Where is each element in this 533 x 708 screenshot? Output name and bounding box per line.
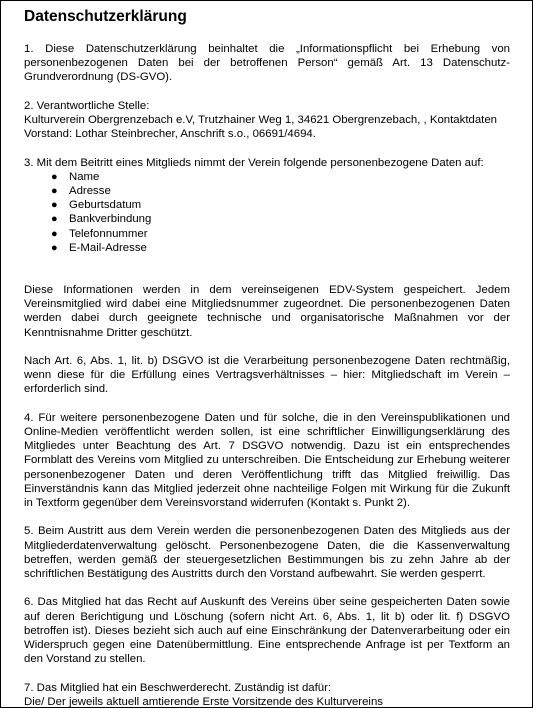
section-2-heading: 2. Verantwortliche Stelle: [24,99,150,112]
section-1-paragraph: 1. Diese Datenschutzerklärung beinhaltet die „Informationspflicht bei Erhebung von personenbezogenen Daten bei der betroffenen Person“ gemäß Art. 13 Datenschutz-Grundverordnung (DS-GVO). [24,43,510,84]
list-item-label: E-Mail-Adresse [69,241,147,254]
list-item [51,198,510,212]
section-6-paragraph: 6. Das Mitglied hat das Recht auf Auskunft des Vereins über seine gespeicherten Daten sowie auf deren Berichtigung und Löschung (sofern nicht Art. 6, Abs. 1, lit b) oder lit. f) DSGVO betroffen ist). Dieses bezieht sich auch auf eine Einschränkung der Datenverarbeitung oder ein Widerspruch gegen eine Datenübermittlung. Eine entsprechende Anfrage ist per Textform an den Vorstand zu stellen. [24,596,510,666]
list-item [51,184,510,198]
personal-data-list [24,170,510,255]
section-7-heading: 7. Das Mitglied hat ein Beschwerderecht. Zuständig ist dafür: [24,681,332,694]
bullet-icon: ● [51,199,58,212]
bullet-icon: ● [51,170,58,183]
list-item-label: Bankverbindung [69,213,152,226]
section-7-responsible: Die/ Der jeweils aktuell amtierende Erste Vorsitzende des Kulturvereins [24,695,383,708]
section-2-details: Kulturverein Obergrenzebach e.V, Trutzhainer Weg 1, 34621 Obergrenzebach, , Kontaktdaten Vorstand: Lothar Steinbrecher, Anschrift s.o., 06691/4694. [24,114,498,141]
bullet-icon: ● [51,241,58,254]
list-item [51,241,510,255]
section-5-paragraph: 5. Beim Austritt aus dem Verein werden die personenbezogenen Daten des Mitglieds aus der Mitgliederdatenverwaltung gelöscht. Personenbezogene Daten, die die Kassenverwaltung betreffen, werden gemäß der steuergesetzlichen Bestimmungen bis zu zehn Jahre ab der schriftlichen Bestätigung des Austritts durch den Vorstand aufbewahrt. Sie werden gesperrt. [24,525,510,581]
section-7-paragraph [24,681,510,708]
legal-basis-paragraph: Nach Art. 6, Abs. 1, lit. b) DSGVO ist die Verarbeitung personenbezogene Daten rechtmäßig, wenn diese für die Erfüllung eines Vertragsverhältnisses – hier: Mitgliedschaft im Verein – erforderlich sind. [24,355,510,396]
list-item-label: Telefonnummer [69,227,148,240]
section-3-intro: 3. Mit dem Beitritt eines Mitglieds nimmt der Verein folgende personenbezogene Daten auf: [24,156,484,169]
bullet-icon: ● [51,213,58,226]
list-item [51,212,510,226]
storage-info-paragraph: Diese Informationen werden in dem vereinseigenen EDV-System gespeichert. Jedem Vereinsmitglied wird dabei eine Mitgliedsnummer zugeordnet. Die personenbezogenen Daten werden dabei durch geeignete technische und organisatorische Maßnahmen vor der Kenntnisnahme Dritter geschützt. [24,284,510,339]
list-item-label: Name [69,170,100,183]
document-title: Datenschutzerklärung [24,8,187,25]
list-item [51,227,510,241]
bullet-icon: ● [51,185,58,197]
bullet-icon: ● [51,227,58,240]
section-4-paragraph: 4. Für weitere personenbezogene Daten und für solche, die in den Vereinspublikationen und Online-Medien veröffentlicht werden sollen, ist eine schriftlicher Einwilligungserklärung des Mitgliedes unter Beachtung des Art. 7 DSGVO notwendig. Dazu ist ein entsprechendes Formblatt des Vereins vom Mitglied zu unterschreiben. Die Entscheidung zur Erhebung weiterer personenbezogener Daten und deren Veröffentlichung trifft das Mitglied freiwillig. Das Einverständnis kann das Mitglied jederzeit ohne nachteilige Folgen mit Wirkung für die Zukunft in Textform gegenüber dem Vereinsvorstand widerrufen (Kontakt s. Punkt 2). [24,411,510,510]
document-content [24,7,510,708]
list-item-label: Geburtsdatum [69,199,142,212]
section-2-paragraph [24,99,510,142]
list-item [51,170,510,184]
list-item-label: Adresse [69,185,111,197]
